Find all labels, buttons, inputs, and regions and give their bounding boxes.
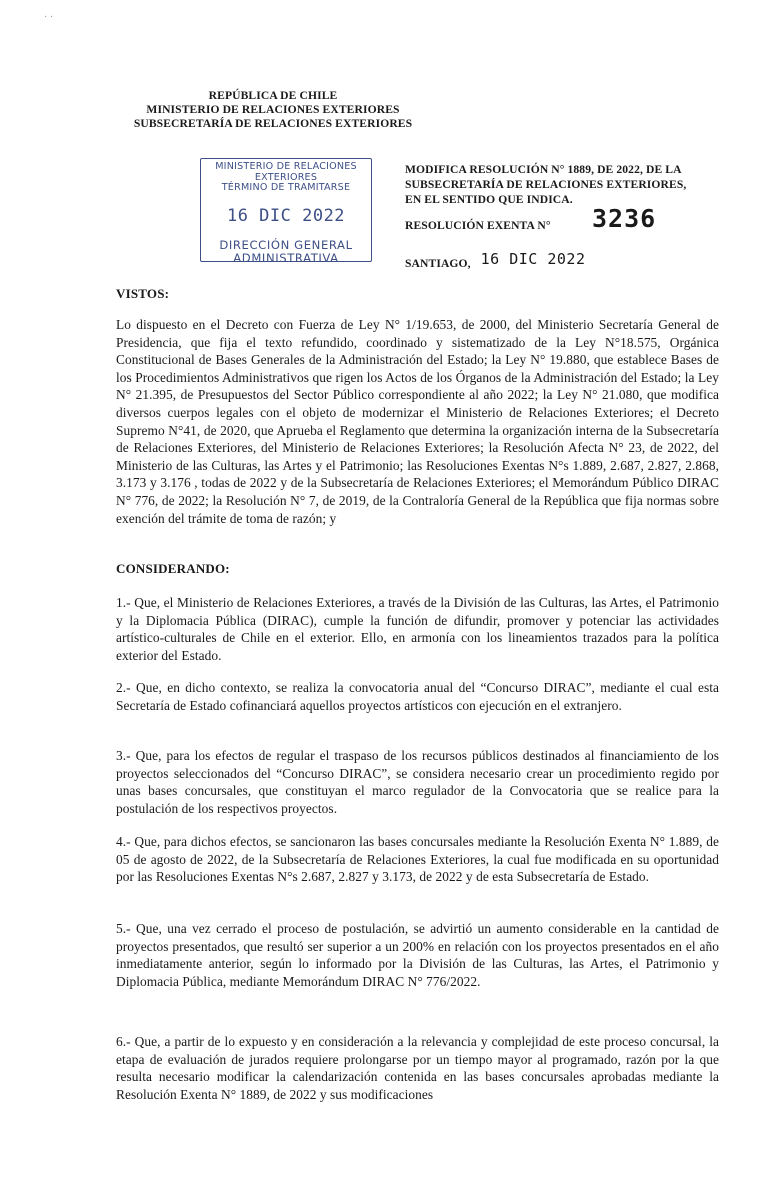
header-line-ministry: MINISTERIO DE RELACIONES EXTERIORES	[146, 103, 400, 116]
ministry-header	[118, 89, 428, 131]
resolution-number-label: RESOLUCIÓN EXENTA N°	[405, 219, 551, 232]
place-date-row	[405, 250, 586, 272]
resolution-number-row	[405, 204, 657, 234]
considerando-item-4: 4.- Que, para dichos efectos, se sancionaron las bases concursales mediante la Resolución Exenta N° 1.889, de 05 de agosto de 2022, de la Subsecretaría de Relaciones Exteriores, la cual fue modificada en su oportunidad por las Resoluciones Exentas N°s 2.687, 2.827 y 3.173, de 2022 y de esta Subsecretaría de Estado.	[116, 834, 719, 885]
place-label: SANTIAGO,	[405, 257, 471, 270]
header-line-subsecretaria: SUBSECRETARÍA DE RELACIONES EXTERIORES	[133, 117, 413, 130]
stamp-line-exteriores: EXTERIORES	[254, 171, 318, 183]
stamp-line-direccion: DIRECCIÓN GENERAL	[219, 237, 353, 252]
considerando-item-2: 2.- Que, en dicho contexto, se realiza la convocatoria anual del “Concurso DIRAC”, mediante el cual esta Secretaría de Estado cofinanciará aquellos proyectos artísticos con ejecución en el extranjero.	[116, 680, 719, 713]
stamp-date: 16 DIC 2022	[226, 205, 346, 226]
resolution-title-line-1: MODIFICA RESOLUCIÓN N° 1889, DE 2022, DE LA	[405, 163, 682, 176]
stamp-line-ministry: MINISTERIO DE RELACIONES	[215, 161, 357, 172]
header-line-republic: REPÚBLICA DE CHILE	[208, 89, 338, 102]
stamp-line-administrativa: ADMINISTRATIVA	[233, 250, 339, 265]
resolution-title-line-3: EN EL SENTIDO QUE INDICA.	[405, 193, 573, 206]
resolution-date: 16 DIC 2022	[480, 250, 586, 268]
considerando-item-6: 6.- Que, a partir de lo expuesto y en consideración a la relevancia y complejidad de este proceso concursal, la etapa de evaluación de jurados requiere prolongarse por un tiempo mayor al programado, razón por la que resulta necesario modificar la calendarización contenida en las bases concursales aprobadas mediante la Resolución Exenta N° 1889, de 2022 y sus modificaciones	[116, 1034, 719, 1102]
considerando-item-1: 1.- Que, el Ministerio de Relaciones Exteriores, a través de la División de las Culturas, las Artes, el Patrimonio y la Diplomacia Pública (DIRAC), cumple la función de difundir, promover y potenciar las actividades artístico-culturales de Chile en el exterior. Ello, en armonía con los lineamientos trazados para la política exterior del Estado.	[116, 595, 719, 663]
considerando-item-3: 3.- Que, para los efectos de regular el traspaso de los recursos públicos destinados al financiamiento de los proyectos seleccionados del “Concurso DIRAC”, se considera necesario crear un procedimiento regido por unas bases concursales, que constituyan el marco regulador de la Convocatoria que se realice para la postulación de los respectivos proyectos.	[116, 748, 719, 816]
vistos-paragraph: Lo dispuesto en el Decreto con Fuerza de Ley N° 1/19.653, de 2000, del Ministerio Secretaría General de Presidencia, que fija el texto refundido, coordinado y sistematizado de la Ley N°18.575, Orgánica Constitucional de Bases Generales de la Administración del Estado; la Ley N° 19.880, que establece Bases de los Procedimientos Administrativos que rigen los Actos de los Órganos de la Administración del Estado; la Ley N° 21.395, de Presupuestos del Sector Público correspondiente al año 2022; la Ley N° 21.080, que modifica diversos cuerpos legales con el objeto de modernizar el Ministerio de Relaciones Exteriores; el Decreto Supremo N°41, de 2020, que Aprueba el Reglamento que determina la organización interna de la Subsecretaría de Relaciones Exteriores, del Ministerio de Relaciones Exteriores; la Resolución Afecta N° 23, de 2022, del Ministerio de las Culturas, las Artes y el Patrimonio; las Resoluciones Exentas N°s 1.889, 2.687, 2.827, 2.868, 3.173 y 3.176 , todas de 2022 y de la Subsecretaría de Relaciones Exteriores; el Memorándum Público DIRAC N° 776, de 2022; la Resolución N° 7, de 2019, de la Contraloría General de la República que fija normas sobre exención del trámite de toma de razón; y	[116, 317, 719, 526]
vistos-heading: VISTOS:	[116, 286, 170, 301]
reception-stamp	[200, 158, 372, 265]
resolution-number: 3236	[592, 204, 657, 233]
considerando-heading: CONSIDERANDO:	[116, 561, 230, 576]
stamp-line-termino: TÉRMINO DE TRAMITARSE	[221, 182, 351, 193]
resolution-title	[405, 162, 735, 207]
considerando-item-5: 5.- Que, una vez cerrado el proceso de postulación, se advirtió un aumento considerable en la cantidad de proyectos presentados, que resultó ser superior a un 200% en relación con los proyectos presentados en el año inmediatamente anterior, según lo informado por la División de las Culturas, las Artes, el Patrimonio y Diplomacia Pública, mediante Memorándum DIRAC N° 776/2022.	[116, 921, 719, 989]
scan-specks: · ·	[44, 12, 54, 23]
resolution-title-line-2: SUBSECRETARÍA DE RELACIONES EXTERIORES,	[405, 178, 687, 191]
